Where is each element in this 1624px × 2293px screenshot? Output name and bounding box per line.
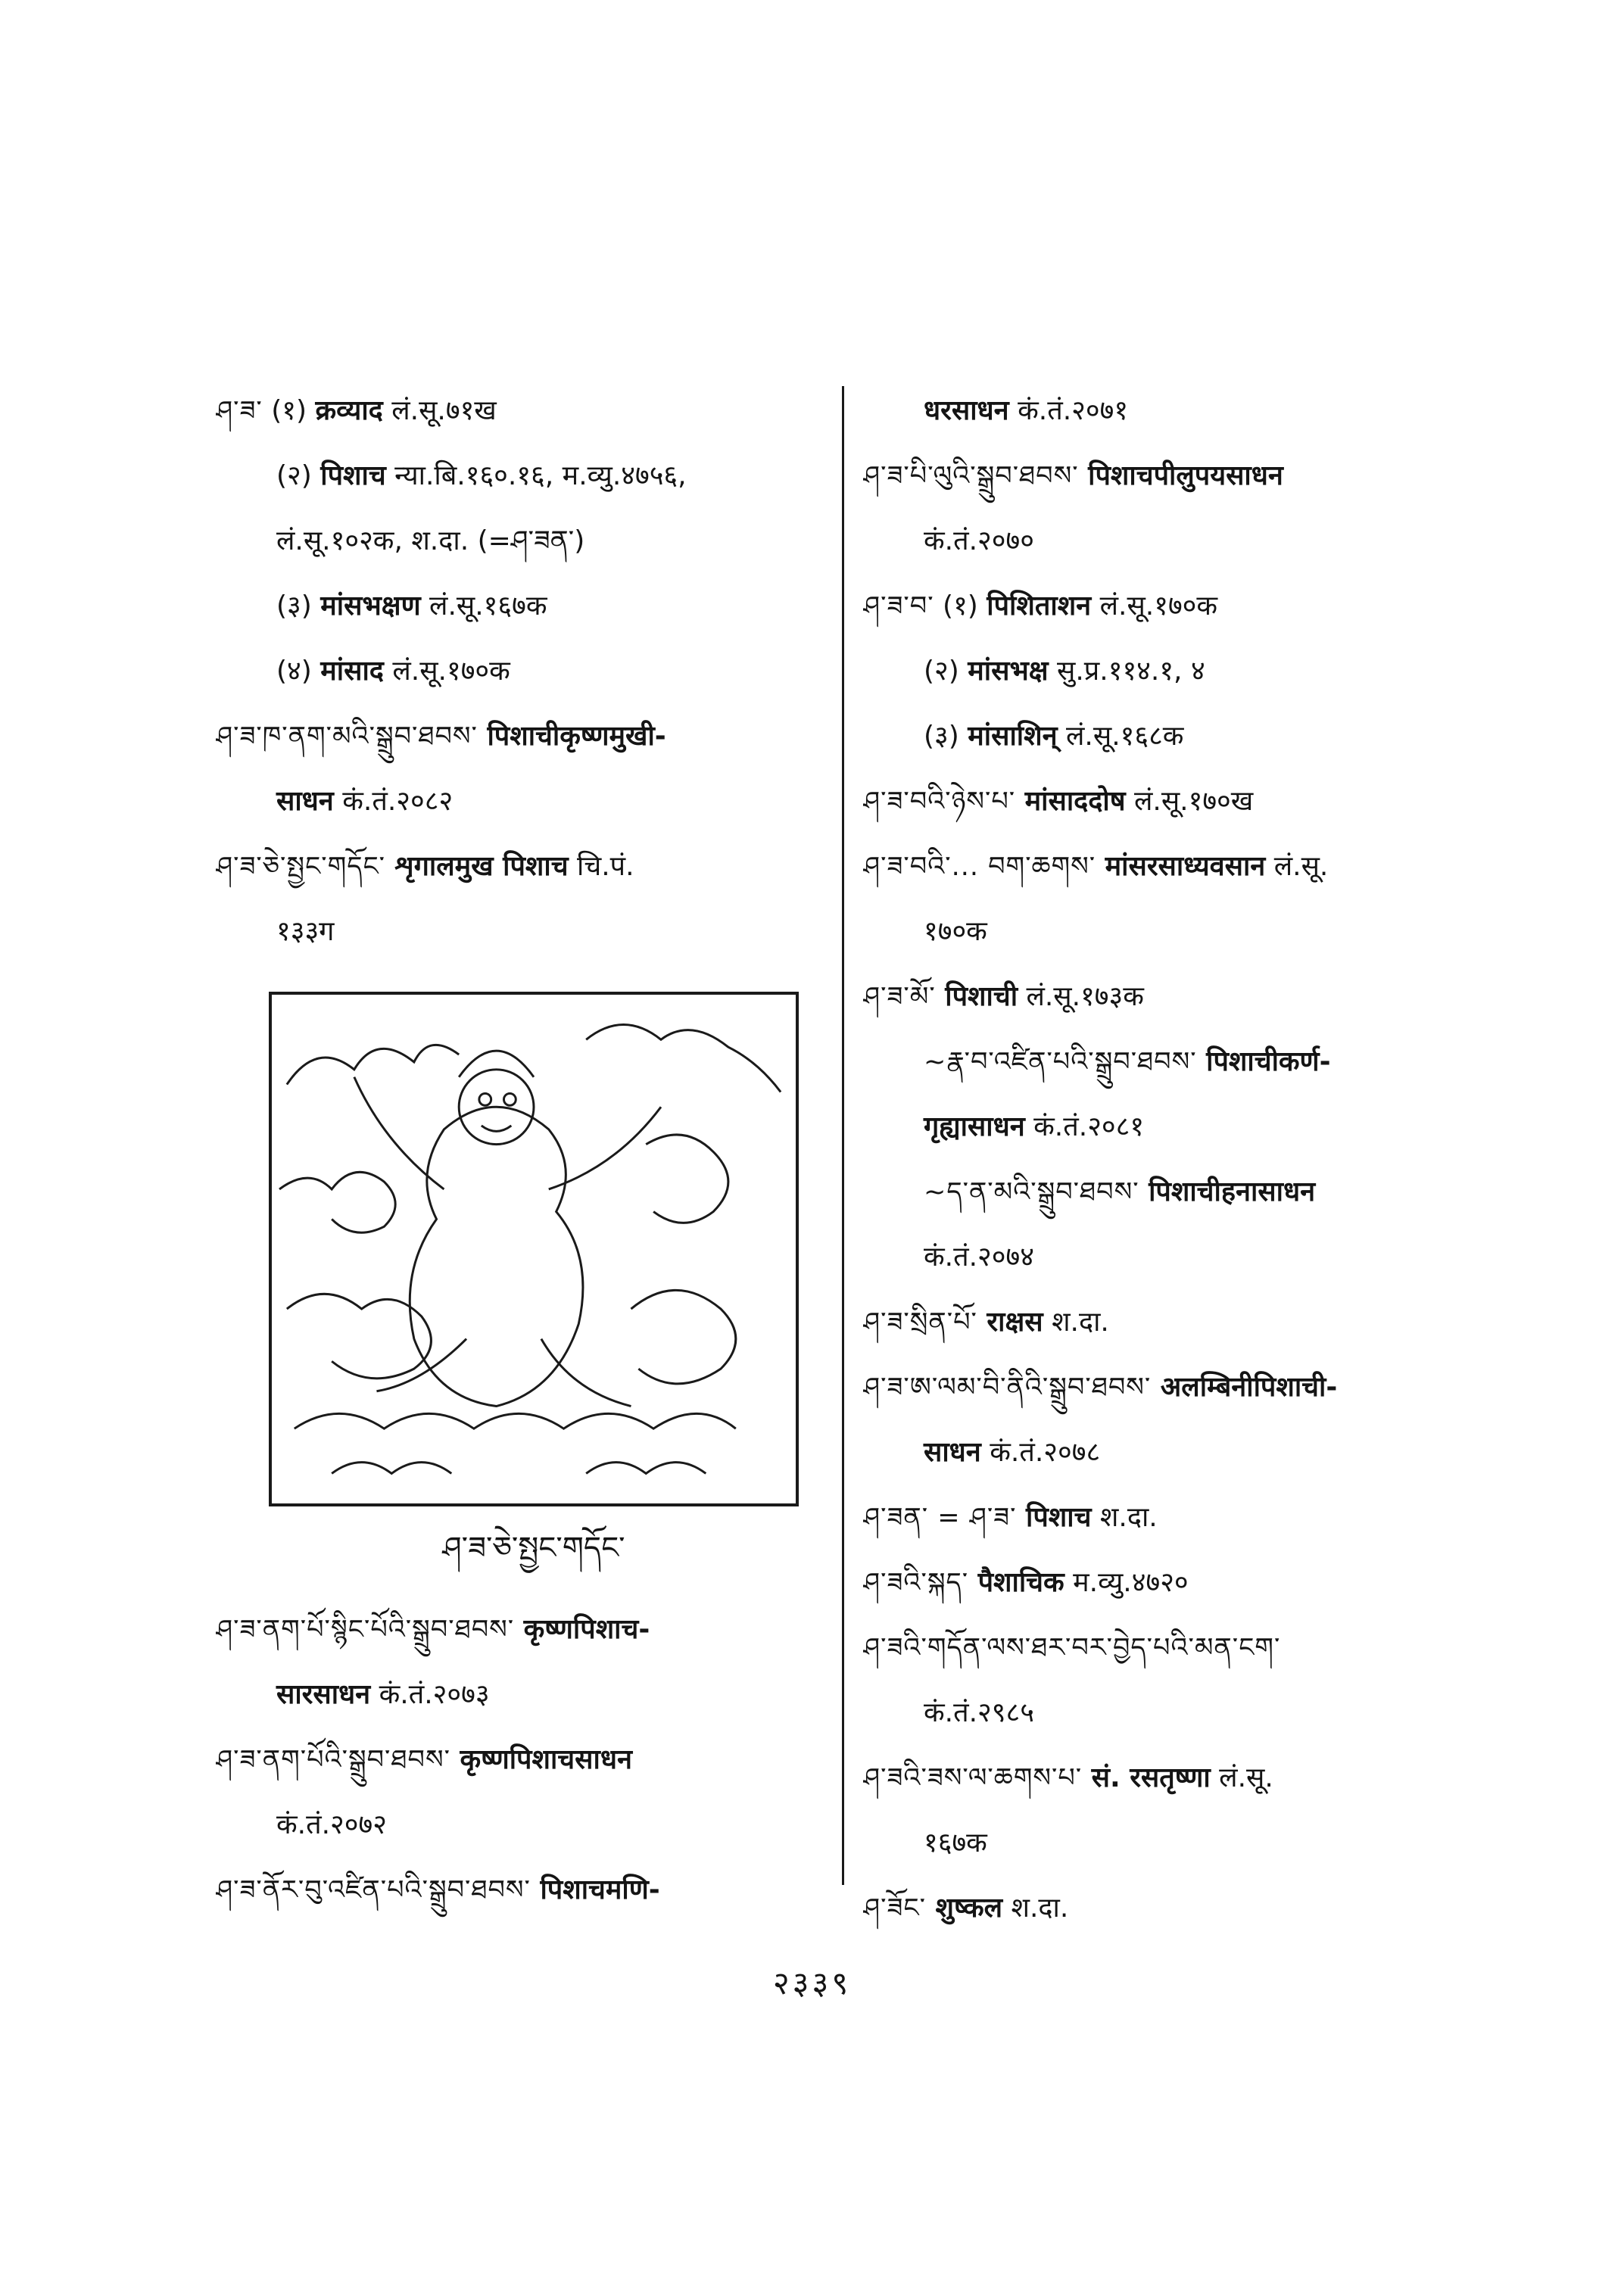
source-reference: म.व्यु.४७२० <box>1064 1567 1189 1598</box>
wrathful-deity-illustration <box>269 992 799 1506</box>
entry-line <box>216 1597 837 1662</box>
entry-line <box>216 704 837 769</box>
tibetan-headword: ཤ་ཟ་བ་ <box>863 591 934 622</box>
right-column <box>863 379 1461 1941</box>
tibetan-headword: ཤ་ཟ་བའི་ཉེས་པ་ <box>863 787 1016 817</box>
entry-line <box>863 1876 1461 1941</box>
sanskrit-term: पिशाचीकृष्णमुखी- <box>477 721 666 752</box>
entry-line <box>863 509 1461 574</box>
entry-text: १७०क <box>924 916 987 947</box>
source-reference: लं.सू. <box>1265 851 1329 882</box>
entry-line <box>216 1858 837 1923</box>
source-reference: लं.सू.१७०क <box>1091 590 1218 622</box>
sanskrit-term: मांसरसाध्यवसान <box>1096 851 1266 882</box>
entry-text: (३) <box>276 590 321 622</box>
entry-line <box>863 379 1461 444</box>
entry-line <box>863 574 1461 639</box>
entry-text: (३) <box>924 721 968 752</box>
entry-text: कं.तं.२०७२ <box>276 1809 387 1840</box>
source-reference: श.दा. <box>1002 1893 1069 1924</box>
sanskrit-term: साधन <box>276 786 334 817</box>
illustration-caption: ཤ་ཟ་ཅེ་སྤྱང་གདོང་ <box>442 1531 625 1566</box>
tibetan-headword: ཤ་ཟ་ཁ་ནག་མའི་སྒྲུབ་ཐབས་ <box>216 721 478 752</box>
sanskrit-term: पिशाचीकर्ण- <box>1196 1046 1331 1077</box>
entry-line <box>863 1420 1461 1485</box>
entry-text: कं.तं.२०७४ <box>924 1242 1034 1273</box>
sanskrit-term: मांसाददोष <box>1015 786 1126 817</box>
source-reference: कं.तं.२०७१ <box>1008 395 1129 426</box>
entry-text: कं.तं.२०७० <box>924 525 1034 556</box>
entry-line <box>216 574 837 639</box>
entry-text: कं.तं.२९८५ <box>924 1697 1034 1728</box>
sanskrit-term: पिशाचमणि- <box>530 1874 660 1905</box>
entry-line <box>863 1681 1461 1746</box>
entry-line <box>863 964 1461 1030</box>
entry-line <box>863 704 1461 769</box>
source-reference: लं.सू. <box>1210 1762 1273 1793</box>
source-reference: न्या.बि.१६०.१६, म.व्यु.४७५६, <box>385 460 687 491</box>
entry-line <box>216 769 837 834</box>
sanskrit-term: धरसाधन <box>924 395 1009 426</box>
entry-line <box>863 444 1461 509</box>
tibetan-headword: ཤ་ཟ་སྲིན་པོ་ <box>863 1307 977 1338</box>
sanskrit-term: क्रव्याद <box>315 395 383 426</box>
entry-line <box>216 1793 837 1858</box>
source-reference: कं.तं.२०७३ <box>370 1679 490 1710</box>
source-reference: लं.सू.७१ख <box>382 395 497 426</box>
entry-text: (१) <box>262 395 316 426</box>
entry-text: लं.सू.१०२क, श.दा. (=ཤ་ཟན་) <box>276 525 585 556</box>
tibetan-headword: ཤ་ཟའི་ཟས་ལ་ཆགས་པ་ <box>863 1763 1083 1793</box>
tibetan-headword: ཤ་ཟ་ནག་པོའི་སྒྲུབ་ཐབས་ <box>216 1745 450 1775</box>
tibetan-headword: ཤ་ཟན་ = ཤ་ཟ་ <box>863 1503 1017 1533</box>
entry-line <box>863 1355 1461 1420</box>
tibetan-headword: ཤ་ཟ་བའི་... བག་ཆགས་ <box>863 852 1096 882</box>
sanskrit-term: साधन <box>924 1437 981 1468</box>
entry-line <box>863 1615 1461 1681</box>
sanskrit-term: कृष्णपिशाच- <box>514 1614 650 1645</box>
tibetan-headword: ཤ་ཟ་ཨ་ལམ་བི་ནིའི་སྒྲུབ་ཐབས་ <box>863 1372 1152 1403</box>
tibetan-headword: ཤ་ཟ་ཅེ་སྤྱང་གདོང་ <box>216 852 386 882</box>
tibetan-headword: ཤ་ཟ་པི་ལུའི་སྒྲུབ་ཐབས་ <box>863 461 1079 491</box>
sanskrit-term: पिशाच <box>1016 1502 1092 1533</box>
sanskrit-term: अलम्बिनीपिशाची- <box>1151 1372 1338 1403</box>
left-column <box>216 379 837 964</box>
entry-line <box>863 1290 1461 1355</box>
entry-line <box>863 1746 1461 1811</box>
sanskrit-term: पिशाची <box>935 981 1018 1012</box>
tibetan-headword: ~རྣ་བ་འཛིན་པའི་སྒྲུབ་ཐབས་ <box>924 1047 1197 1077</box>
entry-line <box>863 1811 1461 1876</box>
entry-line <box>863 1550 1461 1615</box>
sanskrit-term: पिशाचीहनासाधन <box>1139 1176 1316 1207</box>
tibetan-headword: ཤ་ཟ་ <box>216 396 263 426</box>
source-reference: लं.सू.१७०ख <box>1125 786 1254 817</box>
tibetan-headword: ཤ་ཟ་ནག་པོ་སྙིང་པོའི་སྒྲུབ་ཐབས་ <box>216 1615 515 1645</box>
sanskrit-term: राक्षस <box>977 1307 1043 1338</box>
source-reference: कं.तं.२०८२ <box>333 786 454 817</box>
entry-text: (४) <box>276 656 321 687</box>
entry-line <box>216 899 837 964</box>
entry-text: १६७क <box>924 1827 987 1858</box>
sanskrit-term: शृगालमुख पिशाच <box>385 851 569 882</box>
source-reference: श.दा. <box>1043 1307 1109 1338</box>
entry-line <box>216 379 837 444</box>
entry-line <box>863 1485 1461 1550</box>
tibetan-headword: ~ད་ན་མའི་སྒྲུབ་ཐབས་ <box>924 1177 1139 1207</box>
sanskrit-term: सारसाधन <box>276 1679 371 1710</box>
entry-line <box>863 1095 1461 1160</box>
entry-line <box>863 1030 1461 1095</box>
column-divider <box>842 386 844 1885</box>
sanskrit-term: शुष्कल <box>925 1893 1003 1924</box>
tibetan-headword: ཤ་ཟ་ནོར་བུ་འཛིན་པའི་སྒྲུབ་ཐབས་ <box>216 1875 531 1905</box>
source-reference: कं.तं.२०७८ <box>980 1437 1101 1468</box>
sanskrit-term: सं. रसतृष्णा <box>1082 1762 1211 1793</box>
tibetan-headword: ཤ་ཟའི་སྐད་ <box>863 1568 969 1598</box>
source-reference: सु.प्र.११४.१, ४ <box>1048 656 1205 687</box>
entry-line <box>863 899 1461 964</box>
sanskrit-term: पैशाचिक <box>968 1567 1064 1598</box>
entry-text: (२) <box>276 460 321 491</box>
sanskrit-term: मांसाद <box>320 656 384 687</box>
tibetan-headword: ཤ་ཟ་མོ་ <box>863 982 936 1012</box>
source-reference: श.दा. <box>1091 1502 1158 1533</box>
entry-line <box>863 769 1461 834</box>
source-reference: कं.तं.२०८१ <box>1024 1111 1145 1142</box>
entry-line <box>863 639 1461 704</box>
entry-line <box>216 834 837 899</box>
left-column-lower <box>216 1597 837 1923</box>
tibetan-headword: ཤ་ཟའི་གདོན་ལས་ཐར་བར་བྱེད་པའི་མན་ངག་ <box>863 1633 1281 1663</box>
sanskrit-term: मांसाशिन् <box>968 721 1058 752</box>
source-reference: चि.पं. <box>568 851 634 882</box>
entry-line <box>216 1662 837 1728</box>
sanskrit-term: मांसभक्ष <box>968 656 1049 687</box>
sanskrit-term: पिशाच <box>320 460 386 491</box>
entry-line <box>863 834 1461 899</box>
entry-line <box>216 639 837 704</box>
source-reference: लं.सू.१७०क <box>383 656 510 687</box>
sanskrit-term: पिशाचपीलुपयसाधन <box>1078 460 1283 491</box>
entry-text: (१) <box>934 590 987 622</box>
sanskrit-term: मांसभक्षण <box>320 590 421 622</box>
sanskrit-term: कृष्णपिशाचसाधन <box>450 1744 632 1775</box>
entry-line <box>863 1160 1461 1225</box>
sanskrit-term: गृह्यासाधन <box>924 1111 1025 1142</box>
sanskrit-term: पिशिताशन <box>987 590 1092 622</box>
entry-line <box>216 1728 837 1793</box>
entry-text: १३३ग <box>276 916 335 947</box>
entry-line <box>863 1225 1461 1290</box>
source-reference: लं.सू.१७३क <box>1018 981 1144 1012</box>
deity-figure-icon <box>272 995 796 1503</box>
source-reference: लं.सू.१६७क <box>420 590 547 622</box>
entry-text: (२) <box>924 656 968 687</box>
entry-line <box>216 444 837 509</box>
page-number: २३३९ <box>772 1964 852 2002</box>
tibetan-headword: ཤ་ཟོང་ <box>863 1893 926 1924</box>
source-reference: लं.सू.१६८क <box>1057 721 1184 752</box>
entry-line <box>216 509 837 574</box>
